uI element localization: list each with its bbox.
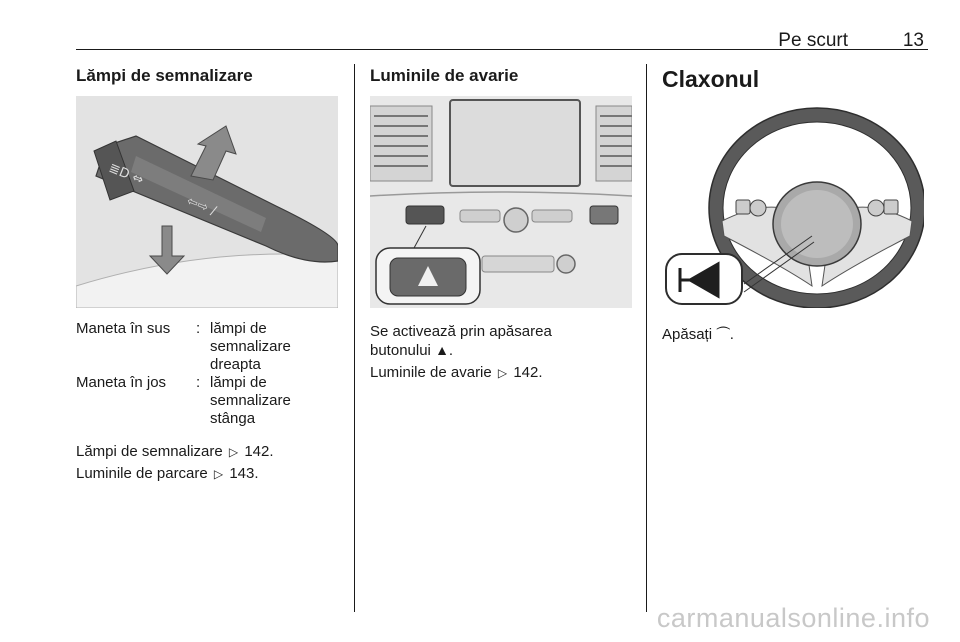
definition-line: lămpi de (210, 320, 267, 337)
xref-parking-lights[interactable] (76, 465, 259, 483)
watermark-text: carmanualsonline.info (656, 603, 930, 633)
xref-text: Lămpi de semnalizare (76, 443, 223, 460)
section-heading-horn: Claxonul (662, 66, 760, 92)
turn-signal-lever-illustration (76, 96, 338, 308)
definition-line: stânga (210, 410, 256, 427)
section-heading-turn-signals: Lămpi de semnalizare (76, 66, 253, 85)
xref-text: Luminile de parcare (76, 465, 208, 482)
column-divider-2 (646, 64, 647, 612)
steering-wheel-horn-illustration (662, 96, 924, 308)
definition-row-up (76, 320, 346, 374)
svg-text:≣D ⇔: ≣D ⇔ (106, 160, 146, 189)
definition-line: semnalizare (210, 392, 291, 409)
definition-description (210, 374, 310, 428)
xref-page: 142. (513, 364, 543, 381)
page-number: 13 (902, 30, 924, 51)
xref-page: 142. (244, 443, 274, 460)
page-header (76, 26, 928, 50)
svg-text:⇦⇨ /: ⇦⇨ / (184, 193, 219, 220)
definition-line: dreapta (210, 356, 261, 373)
definition-term: Maneta în jos (76, 374, 167, 391)
hazard-triangle-icon: ▲ (435, 342, 449, 358)
cross-reference-arrow-icon: ▷ (228, 445, 239, 459)
hazard-description-line: Se activează prin apăsarea (370, 323, 552, 340)
definition-row-down (76, 374, 346, 428)
column-divider-1 (354, 64, 355, 612)
definition-description (210, 320, 310, 374)
lever-definitions (76, 320, 346, 428)
horn-icon: ⏜ (716, 326, 730, 342)
horn-instruction: Apăsați ⏜. (662, 326, 734, 343)
section-heading-hazard-lights: Luminile de avarie (370, 66, 519, 85)
definition-colon: : (196, 320, 201, 337)
hazard-description (370, 323, 552, 360)
definition-line: lămpi de (210, 374, 267, 391)
cross-reference-arrow-icon: ▷ (497, 366, 508, 380)
xref-hazard-lights[interactable] (370, 364, 543, 382)
xref-text: Luminile de avarie (370, 364, 492, 381)
xref-turn-signals[interactable] (76, 443, 274, 461)
definition-term: Maneta în sus (76, 320, 171, 337)
definition-colon: : (196, 374, 201, 391)
hazard-description-line-2: butonului ▲. (370, 342, 454, 359)
header-title: Pe scurt (778, 30, 848, 51)
definition-line: semnalizare (210, 338, 291, 355)
xref-page: 143. (229, 465, 259, 482)
cross-reference-arrow-icon: ▷ (213, 467, 224, 481)
hazard-button-illustration (370, 96, 632, 308)
